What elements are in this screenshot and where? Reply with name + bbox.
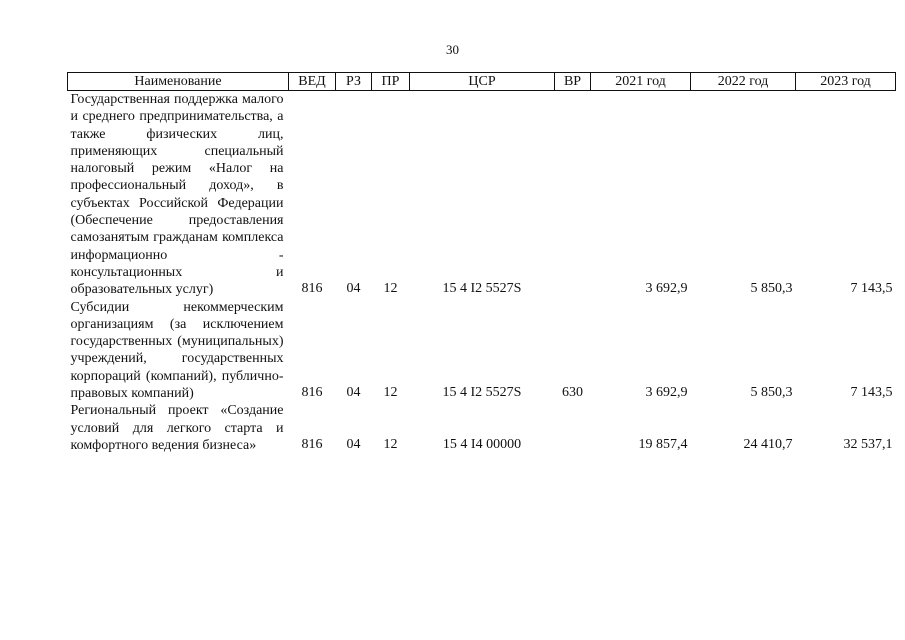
row-2022: 5 850,3 xyxy=(750,385,793,401)
header-vr: ВР xyxy=(555,73,591,91)
header-2023: 2023 год xyxy=(796,73,896,91)
row-rz: 04 xyxy=(346,436,361,452)
row-2023: 7 143,5 xyxy=(850,385,893,401)
table-row xyxy=(68,91,896,299)
row-csr: 15 4 I2 5527S xyxy=(442,385,522,401)
row-pr: 12 xyxy=(383,436,398,452)
row-name: Региональный проект «Создание условий для легкого старта и комфортного ведения бизнеса» xyxy=(70,403,284,453)
row-ved: 816 xyxy=(301,281,323,297)
header-name: Наименование xyxy=(68,73,289,91)
row-name: Субсидии некоммерческим организациям (за исключением государственных (муниципальных) учреждений, государственных корпораций (компаний), публично-правовых компаний) xyxy=(70,299,284,402)
row-vr: 630 xyxy=(562,385,583,401)
row-2021: 3 692,9 xyxy=(645,385,688,401)
row-rz: 04 xyxy=(346,281,361,297)
row-pr: 12 xyxy=(383,281,398,297)
table-row xyxy=(68,402,896,454)
page-number: 30 xyxy=(446,42,459,57)
table-header-row xyxy=(68,73,896,91)
row-2023: 32 537,1 xyxy=(843,436,893,452)
row-ved: 816 xyxy=(301,436,323,452)
row-csr: 15 4 I2 5527S xyxy=(442,281,522,297)
row-name: Государственная поддержка малого и среднего предпринимательства, а также физических лиц, применяющих специальный налоговый режим «Налог на профессиональный доход», в субъектах Российской Федерации (Обеспечение предоставления самозанятым гражданам комплекса информационно - консультационных и образовательных услуг) xyxy=(70,92,284,298)
table-row xyxy=(68,299,896,403)
header-pr: ПР xyxy=(372,73,410,91)
row-ved: 816 xyxy=(301,385,323,401)
row-rz: 04 xyxy=(346,385,361,401)
row-2021: 19 857,4 xyxy=(638,436,688,452)
row-vr xyxy=(555,91,591,299)
header-ved: ВЕД xyxy=(289,73,336,91)
header-rz: РЗ xyxy=(336,73,372,91)
header-2022: 2022 год xyxy=(691,73,796,91)
row-2022: 24 410,7 xyxy=(743,436,793,452)
row-vr xyxy=(555,402,591,454)
row-pr: 12 xyxy=(383,385,398,401)
row-2023: 7 143,5 xyxy=(850,281,893,297)
budget-table xyxy=(67,72,896,454)
header-2021: 2021 год xyxy=(591,73,691,91)
row-csr: 15 4 I4 00000 xyxy=(442,436,522,452)
row-2021: 3 692,9 xyxy=(645,281,688,297)
row-2022: 5 850,3 xyxy=(750,281,793,297)
header-csr: ЦСР xyxy=(410,73,555,91)
